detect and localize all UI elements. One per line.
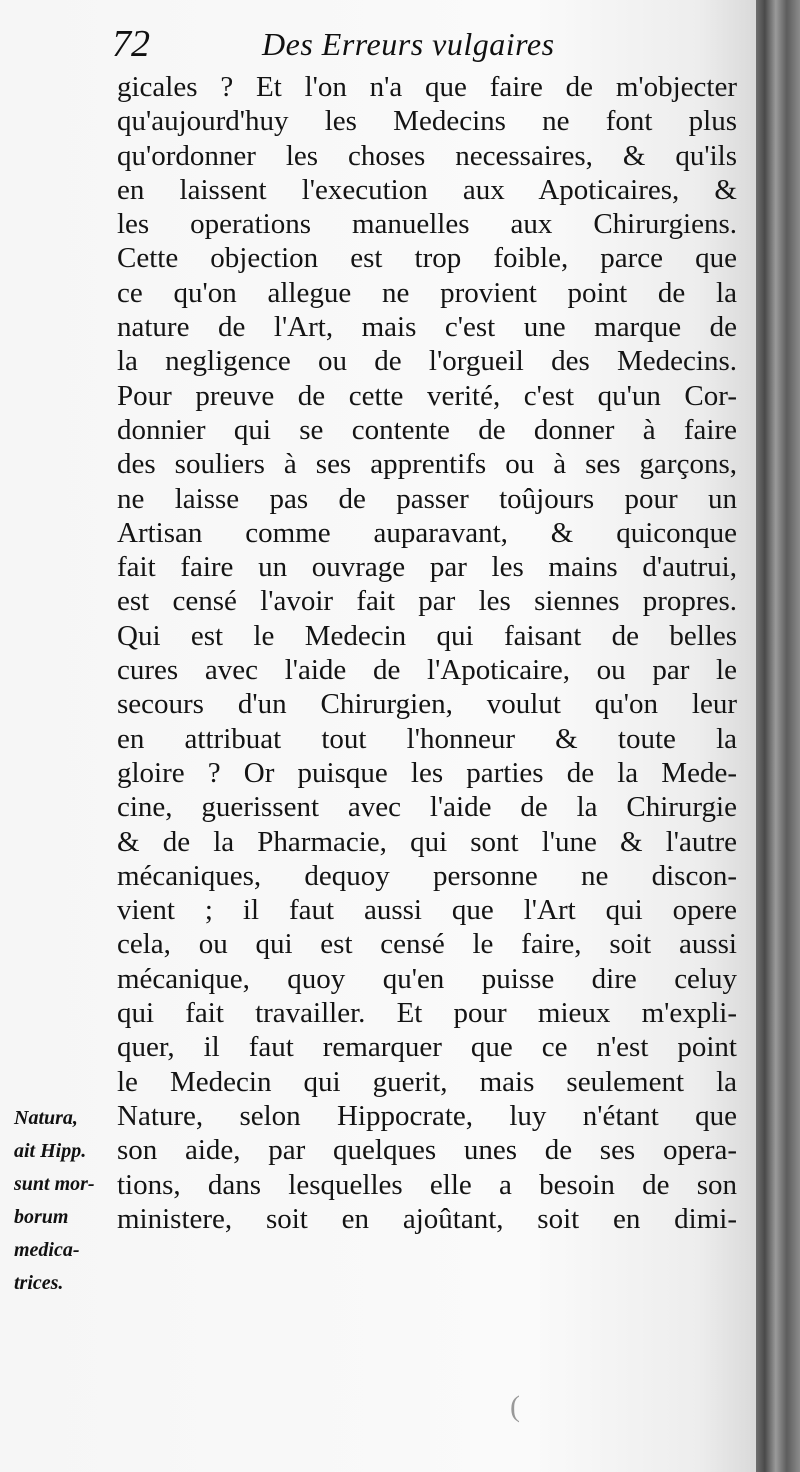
text-line: secours d'un Chirurgien, voulut qu'on leur: [117, 688, 737, 721]
text-line: cures avec l'aide de l'Apoticaire, ou par le: [117, 654, 737, 687]
margin-note-line: medica-: [14, 1239, 80, 1261]
text-line: vient ; il faut aussi que l'Art qui opere: [117, 894, 737, 927]
text-line: des souliers à ses apprentifs ou à ses garçons,: [117, 448, 737, 481]
text-line: la negligence ou de l'orgueil des Medecins.: [117, 345, 737, 378]
text-line: son aide, par quelques unes de ses opera-: [117, 1134, 737, 1167]
running-title: Des Erreurs vulgaires: [262, 26, 555, 62]
margin-note-line: ait Hipp.: [14, 1140, 87, 1162]
text-line: mécaniques, dequoy personne ne discon-: [117, 859, 737, 892]
text-line: cine, guerissent avec l'aide de la Chirurgie: [117, 791, 737, 824]
text-line: & de la Pharmacie, qui sont l'une & l'autre: [117, 825, 737, 858]
text-line: mécanique, quoy qu'en puisse dire celuy: [117, 962, 737, 995]
margin-note-line: borum: [14, 1206, 69, 1228]
page-number: 72: [112, 23, 150, 65]
text-line: en laissent l'execution aux Apoticaires, &: [117, 173, 737, 206]
margin-note-line: trices.: [14, 1272, 64, 1294]
text-line: fait faire un ouvrage par les mains d'autrui,: [117, 551, 737, 584]
text-line: Pour preuve de cette verité, c'est qu'un Cor-: [117, 379, 737, 412]
text-line: le Medecin qui guerit, mais seulement la: [117, 1065, 737, 1098]
text-line: ne laisse pas de passer toûjours pour un: [117, 482, 737, 515]
text-line: Cette objection est trop foible, parce que: [117, 242, 737, 275]
text-line: en attribuat tout l'honneur & toute la: [117, 722, 737, 755]
text-line: est censé l'avoir fait par les siennes propres.: [117, 585, 737, 618]
running-head: [112, 22, 732, 72]
text-line: ministere, soit en ajoûtant, soit en dimi-: [117, 1202, 737, 1235]
margin-note-line: sunt mor-: [14, 1173, 95, 1195]
text-line: quer, il faut remarquer que ce n'est point: [117, 1031, 737, 1064]
ink-smudge: (: [510, 1390, 520, 1423]
book-page-edge: [756, 0, 800, 1472]
text-line: Artisan comme auparavant, & quiconque: [117, 516, 737, 549]
text-line: cela, ou qui est censé le faire, soit aussi: [117, 928, 737, 961]
text-line: qu'aujourd'huy les Medecins ne font plus: [117, 105, 737, 138]
margin-note-line: Natura,: [14, 1107, 78, 1129]
text-line: les operations manuelles aux Chirurgiens.: [117, 208, 737, 241]
text-line: qui fait travailler. Et pour mieux m'expli-: [117, 997, 737, 1030]
text-line: donnier qui se contente de donner à faire: [117, 413, 737, 446]
text-line: nature de l'Art, mais c'est une marque de: [117, 311, 737, 344]
text-line: ce qu'on allegue ne provient point de la: [117, 276, 737, 309]
text-line: tions, dans lesquelles elle a besoin de son: [117, 1168, 737, 1201]
text-line: Qui est le Medecin qui faisant de belles: [117, 619, 737, 652]
text-line: Nature, selon Hippocrate, luy n'étant que: [117, 1099, 737, 1132]
text-line: gloire ? Or puisque les parties de la Mede-: [117, 756, 737, 789]
margin-note: [14, 1102, 114, 1300]
body-text: [117, 70, 737, 1236]
text-line: gicales ? Et l'on n'a que faire de m'objecter: [117, 71, 737, 103]
text-line: qu'ordonner les choses necessaires, & qu'ils: [117, 139, 737, 172]
